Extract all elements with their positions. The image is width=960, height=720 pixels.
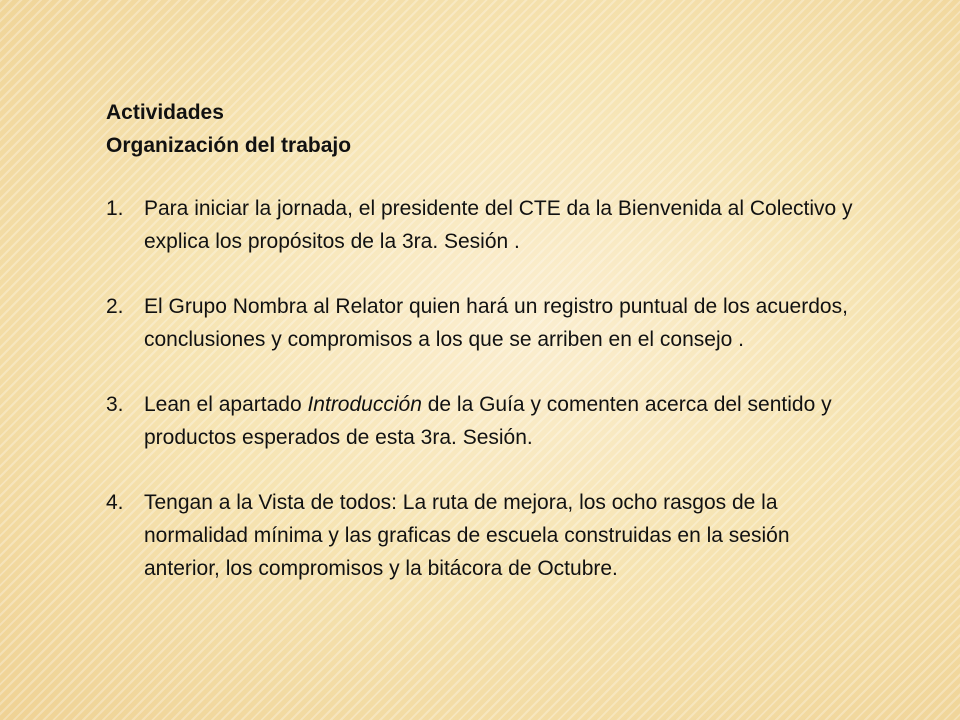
- title-heading: Actividades: [106, 101, 224, 124]
- slide-content: [106, 96, 866, 585]
- subtitle-heading: Organización del trabajo: [106, 134, 352, 157]
- item-number: 3.: [106, 393, 124, 416]
- item-text: Tengan a la Vista de todos: La ruta de mejora, los ocho rasgos de la normalidad mínima y las graficas de escuela construidas en la sesión anterior, los compromisos y la bitácora de Octubre.: [144, 491, 790, 580]
- item-number: 2.: [106, 295, 124, 318]
- item-text: El Grupo Nombra al Relator quien hará un registro puntual de los acuerdos, conclusiones y compromisos a los que se arriben en el consejo .: [144, 295, 848, 351]
- item-text-after: de la Guía y comenten acerca del sentido y productos esperados de esta 3ra. Sesión.: [144, 393, 832, 449]
- item-number: 4.: [106, 491, 124, 514]
- item-number: 1.: [106, 197, 124, 220]
- item-text-italic: Introducción: [307, 393, 422, 416]
- activity-item-3: [106, 388, 866, 454]
- activity-item-4: [106, 486, 866, 585]
- item-text-before: Lean el apartado: [144, 393, 308, 416]
- activity-list: [106, 192, 866, 585]
- item-text: Para iniciar la jornada, el presidente del CTE da la Bienvenida al Colectivo y explica los propósitos de la 3ra. Sesión .: [144, 197, 853, 253]
- activity-item-1: [106, 192, 866, 258]
- activity-item-2: [106, 290, 866, 356]
